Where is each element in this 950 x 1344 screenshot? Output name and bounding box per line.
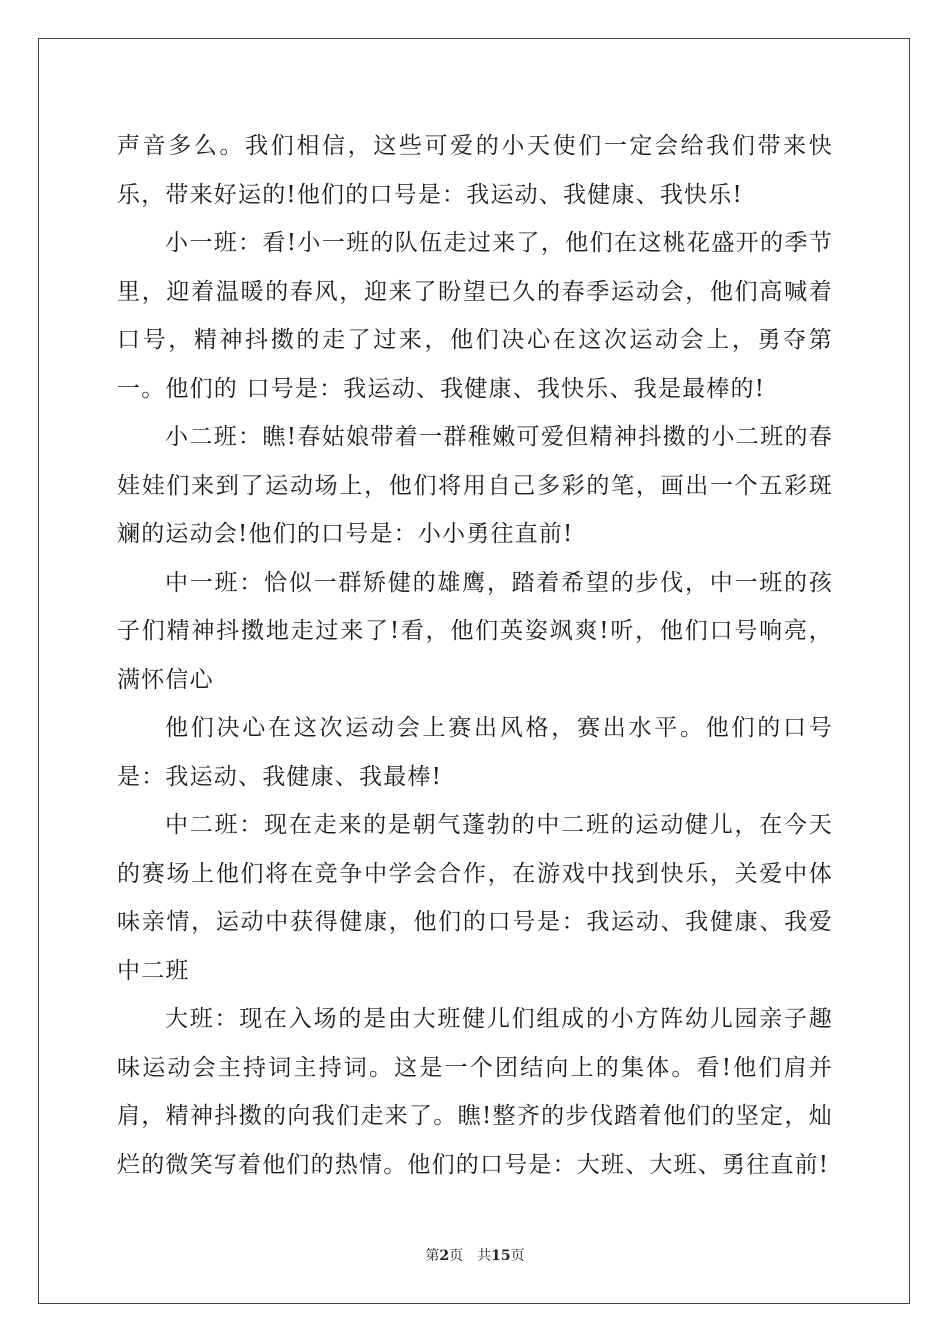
page-label-suffix: 页	[449, 1248, 464, 1264]
paragraph-3: 小二班：瞧!春姑娘带着一群稚嫩可爱但精神抖擞的小二班的春娃娃们来到了运动场上，他们将用自己多彩的笔，画出一个五彩斑斓的运动会!他们的口号是：小小勇往直前!	[117, 424, 833, 547]
paragraph-1: 声音多么。我们相信，这些可爱的小天使们一定会给我们带来快乐，带来好运的!他们的口号是：我运动、我健康、我快乐!	[117, 133, 833, 208]
paragraph-4: 中一班：恰似一群矫健的雄鹰，踏着希望的步伐，中一班的孩子们精神抖擞地走过来了!看，他们英姿飒爽!听，他们口号响亮，满怀信心	[117, 569, 833, 693]
page-number: 2	[439, 1248, 450, 1264]
page-label-prefix: 第	[425, 1248, 440, 1264]
paragraph-6: 中二班：现在走来的是朝气蓬勃的中二班的运动健儿，在今天的赛场上他们将在竞争中学会合作，在游戏中找到快乐，关爱中体味亲情，运动中获得健康，他们的口号是：我运动、我健康、我爱中二班	[117, 812, 833, 984]
total-pages: 15	[491, 1248, 511, 1264]
paragraph-5: 他们决心在这次运动会上赛出风格，赛出水平。他们的口号是：我运动、我健康、我最棒!	[117, 715, 833, 790]
document-body	[117, 122, 833, 1189]
paragraph-2: 小一班：看!小一班的队伍走过来了，他们在这桃花盛开的季节里，迎着温暖的春风，迎来了盼望已久的春季运动会，他们高喊着口号，精神抖擞的走了过来，他们决心在这次运动会上，勇夺第一。他们的 口号是：我运动、我健康、我快乐、我是最棒的!	[117, 230, 833, 402]
total-label-prefix: 共	[477, 1248, 492, 1264]
paragraph-7: 大班：现在入场的是由大班健儿们组成的小方阵幼儿园亲子趣味运动会主持词主持词。这是一个团结向上的集体。看!他们肩并肩，精神抖擞的向我们走来了。瞧!整齐的步伐踏着他们的坚定，灿烂的微笑写着他们的热情。他们的口号是：大班、大班、勇往直前!	[117, 1006, 833, 1178]
page-footer	[0, 1246, 950, 1266]
total-label-suffix: 页	[510, 1248, 525, 1264]
